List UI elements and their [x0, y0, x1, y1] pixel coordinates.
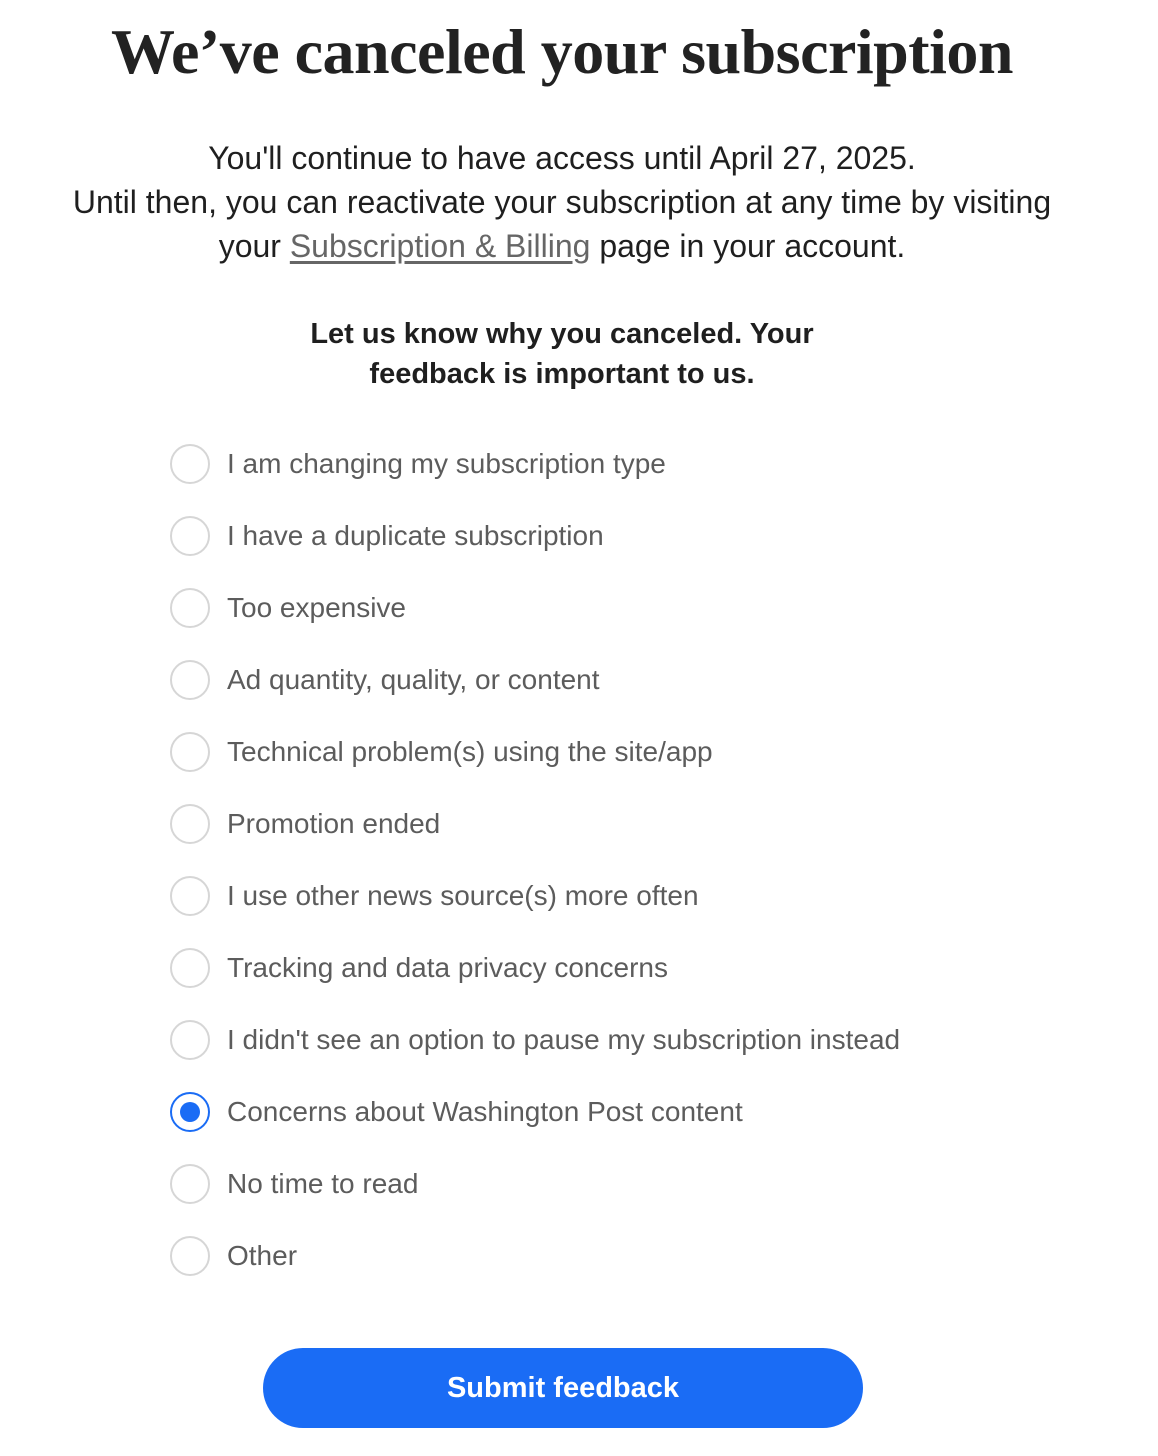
- page-title: We’ve canceled your subscription: [111, 16, 1013, 87]
- cancel-reason-label: I use other news source(s) more often: [227, 880, 699, 911]
- cancel-reason-label: I didn't see an option to pause my subscription instead: [227, 1024, 901, 1055]
- radio-button[interactable]: [170, 732, 210, 772]
- cancellation-info: [0, 136, 1124, 268]
- cancel-reason-option[interactable]: [170, 500, 1090, 572]
- cancel-reason-label: No time to read: [227, 1168, 419, 1199]
- radio-button[interactable]: [170, 1020, 210, 1060]
- radio-button[interactable]: [170, 588, 210, 628]
- cancel-reason-option[interactable]: [170, 644, 1090, 716]
- access-until-text: You'll continue to have access until April 27, 2025.: [208, 140, 916, 176]
- cancel-reason-list: [170, 428, 1090, 1292]
- cancel-reason-option[interactable]: [170, 932, 1090, 1004]
- submit-feedback-button[interactable]: Submit feedback: [263, 1348, 863, 1428]
- radio-button[interactable]: [170, 1236, 210, 1276]
- cancel-reason-option[interactable]: [170, 1148, 1090, 1220]
- cancel-reason-label: Tracking and data privacy concerns: [227, 952, 668, 983]
- cancel-reason-label: Concerns about Washington Post content: [227, 1096, 743, 1127]
- reactivate-text: Until then, you can reactivate your subscription at any time by visiting: [72, 184, 1052, 220]
- reactivate-suffix: page in your account.: [590, 228, 906, 264]
- cancel-reason-label: Promotion ended: [227, 808, 441, 839]
- feedback-prompt-line: Let us know why you canceled. Your: [310, 318, 814, 350]
- cancel-reason-label: I have a duplicate subscription: [227, 520, 604, 551]
- cancel-reason-option[interactable]: [170, 788, 1090, 860]
- cancel-reason-option[interactable]: [170, 428, 1090, 500]
- radio-button[interactable]: [170, 444, 210, 484]
- reactivate-text-continued: [0, 224, 1124, 268]
- cancel-reason-option[interactable]: [170, 1220, 1090, 1292]
- radio-button[interactable]: [170, 660, 210, 700]
- cancel-reason-label: Technical problem(s) using the site/app: [227, 736, 713, 767]
- cancel-reason-option[interactable]: [170, 1076, 1090, 1148]
- radio-button[interactable]: [170, 1164, 210, 1204]
- reactivate-prefix: your: [218, 228, 290, 264]
- cancel-reason-option[interactable]: [170, 572, 1090, 644]
- cancel-reason-label: I am changing my subscription type: [227, 448, 666, 479]
- radio-button[interactable]: [170, 516, 210, 556]
- cancel-reason-label: Too expensive: [227, 592, 407, 623]
- radio-button[interactable]: [170, 948, 210, 988]
- cancel-reason-label: Ad quantity, quality, or content: [227, 664, 600, 695]
- radio-button-selected[interactable]: [170, 1092, 210, 1132]
- feedback-prompt: [0, 314, 1124, 394]
- feedback-prompt-line: feedback is important to us.: [369, 358, 755, 390]
- radio-button[interactable]: [170, 804, 210, 844]
- cancel-reason-option[interactable]: [170, 860, 1090, 932]
- cancel-reason-option[interactable]: [170, 1004, 1090, 1076]
- cancel-reason-label: Other: [227, 1240, 298, 1271]
- cancel-reason-option[interactable]: [170, 716, 1090, 788]
- radio-button[interactable]: [170, 876, 210, 916]
- subscription-billing-link[interactable]: Subscription & Billing: [289, 228, 591, 264]
